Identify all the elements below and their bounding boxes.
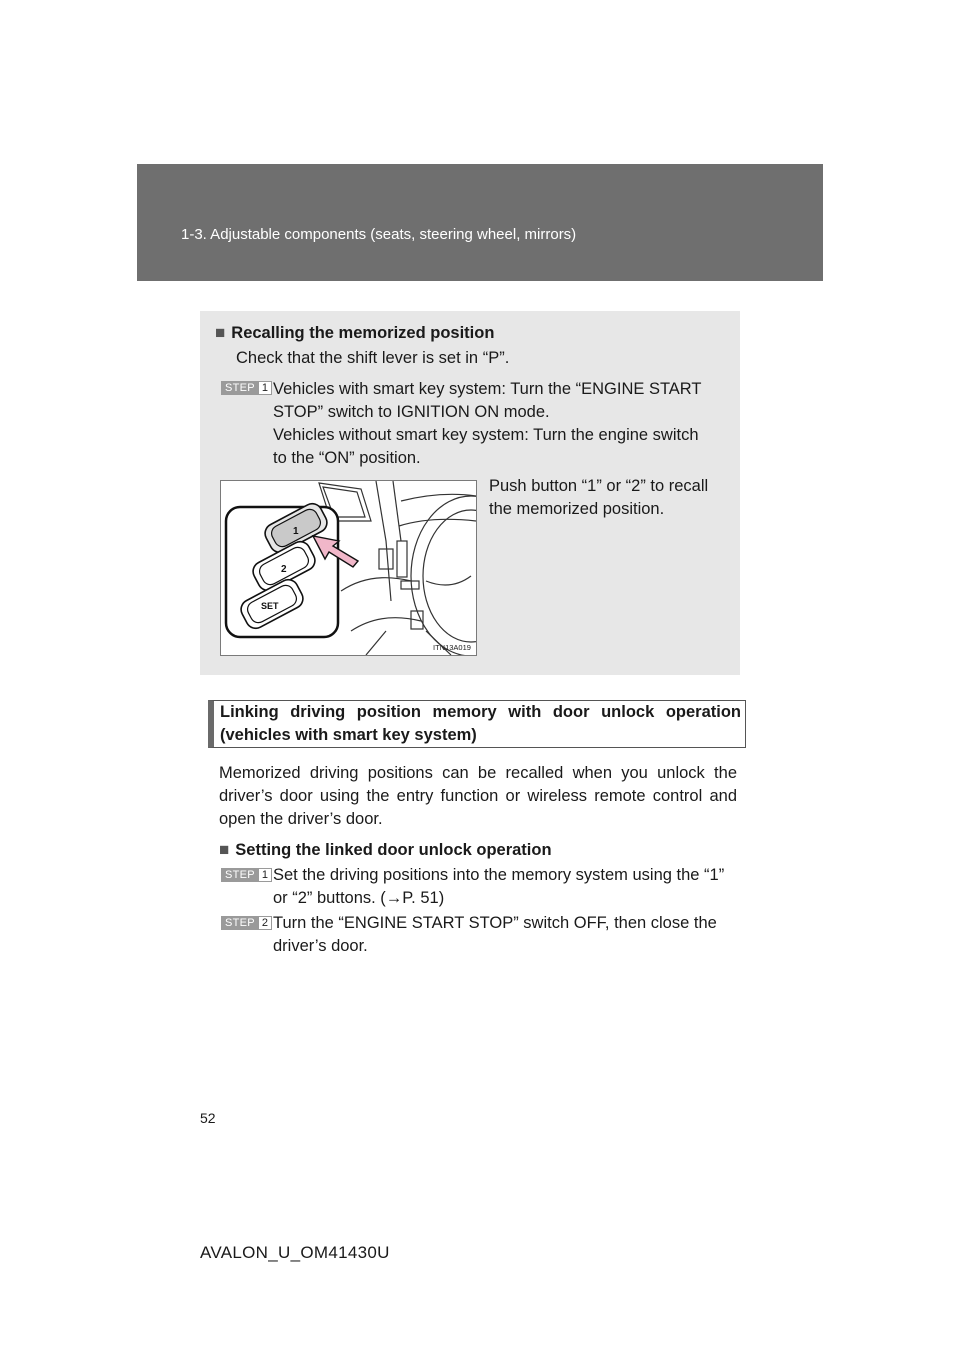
door-panel-drawing <box>221 481 476 655</box>
step-number: 2 <box>259 916 272 930</box>
step-line: or “2” buttons. (→P. 51) <box>273 889 445 907</box>
recall-step2-text <box>489 475 729 521</box>
step-badge <box>221 916 272 930</box>
step-line: the memorized position. <box>489 500 665 518</box>
step-number: 1 <box>259 381 272 395</box>
step-number: 1 <box>259 868 272 882</box>
step-label: STEP <box>221 916 259 930</box>
memory-button-1-label: 1 <box>293 526 299 537</box>
step-line: to the “ON” position. <box>273 449 421 467</box>
section-heading-box <box>208 700 746 748</box>
chapter-title: 1-3. Adjustable components (seats, steering wheel, mirrors) <box>181 226 577 243</box>
step-badge <box>221 381 272 395</box>
linked-step1-text <box>273 864 739 910</box>
step-label: STEP <box>221 868 259 882</box>
filled-square-icon: ■ <box>215 323 226 342</box>
step-badge <box>221 868 272 882</box>
linked-heading: Setting the linked door unlock operation <box>235 841 552 859</box>
filled-square-icon: ■ <box>219 840 230 859</box>
step-line: Vehicles with smart key system: Turn the “ENGINE START <box>273 380 702 398</box>
recall-step1-text <box>273 378 718 470</box>
step-line: Turn the “ENGINE START STOP” switch OFF, then close the <box>273 914 717 932</box>
step-line: Push button “1” or “2” to recall <box>489 477 709 495</box>
recall-heading: Recalling the memorized position <box>231 324 495 342</box>
illustration-code: ITN13A019 <box>433 643 471 652</box>
memory-buttons-illustration <box>220 480 477 656</box>
memory-button-2-label: 2 <box>281 564 287 575</box>
linked-heading-row <box>219 838 552 862</box>
step-line: Set the driving positions into the memory system using the “1” <box>273 866 725 884</box>
document-id: AVALON_U_OM41430U <box>200 1243 390 1262</box>
step-line: driver’s door. <box>273 937 368 955</box>
chapter-header <box>137 164 823 281</box>
set-button-label: SET <box>261 601 279 611</box>
linked-step2-text <box>273 912 739 958</box>
page-number: 52 <box>200 1110 216 1126</box>
step-label: STEP <box>221 381 259 395</box>
step-line: STOP” switch to IGNITION ON mode. <box>273 403 550 421</box>
recall-intro: Check that the shift lever is set in “P”. <box>236 349 510 367</box>
step-line: Vehicles without smart key system: Turn the engine switch <box>273 426 699 444</box>
section-heading: Linking driving position memory with door unlock operation (vehicles with smart key system) <box>220 703 741 744</box>
section-body: Memorized driving positions can be recalled when you unlock the driver’s door using the entry function or wireless remote control and open the driver’s door. <box>219 764 737 828</box>
recall-heading-row <box>215 321 494 345</box>
